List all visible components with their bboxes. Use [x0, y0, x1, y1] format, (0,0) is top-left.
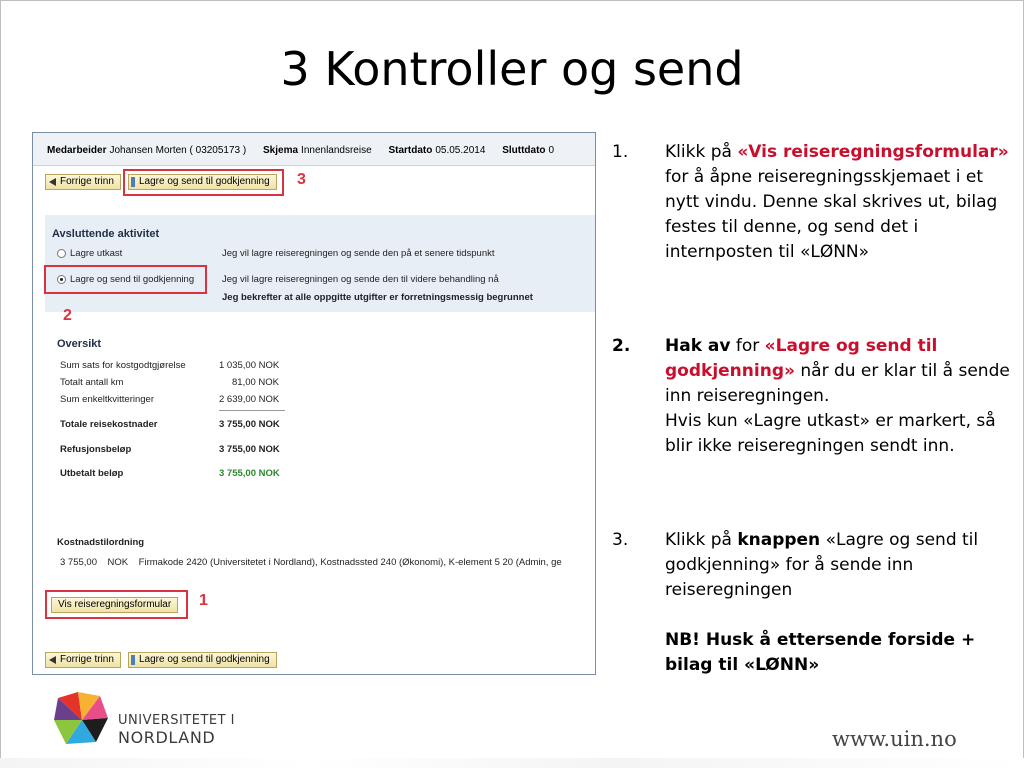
university-logo-text: [118, 712, 235, 746]
logo-line-1: UNIVERSITETET I: [118, 713, 236, 728]
callout-box-2: [44, 265, 207, 294]
overview-heading: Oversikt: [57, 338, 102, 350]
overview-row-value: 1 035,00 NOK: [219, 360, 280, 371]
startdato-label: Startdato: [388, 145, 433, 156]
vis-form-button[interactable]: Vis reiseregningsformular: [51, 597, 178, 613]
callout-box-1: [45, 590, 188, 619]
header-bar: [33, 133, 595, 166]
embedded-screenshot: [32, 132, 596, 675]
send-description: Jeg vil lagre reiseregningen og sende den til videre behandling nå: [222, 274, 499, 285]
save-send-button-top[interactable]: Lagre og send til godkjenning: [128, 174, 277, 190]
step-1-highlight: «Vis reiseregningsformular»: [737, 142, 1009, 162]
slide-title: 3 Kontroller og send: [280, 42, 744, 96]
step-1-post: for å åpne reiseregningsskjemaet i et nytt vindu. Denne skal skrives ut, bilag festes til denne, og send det i internposten til «LØNN»: [665, 167, 998, 262]
footer-strip: [0, 758, 1024, 768]
send-label: Lagre og send til godkjenning: [70, 274, 195, 285]
callout-number-1: 1: [199, 592, 208, 609]
save-send-button-bottom[interactable]: Lagre og send til godkjenning: [128, 652, 277, 668]
website-url: www.uin.no: [832, 727, 957, 751]
callout-number-3: 3: [297, 171, 306, 188]
refund-label: Refusjonsbeløp: [60, 444, 132, 455]
university-logo-icon: [52, 690, 112, 750]
step-2-line2: Hvis kun «Lagre utkast» er markert, så blir ikke reiseregningen sendt inn.: [665, 411, 996, 456]
step-1-text: [665, 140, 1017, 265]
draft-label: Lagre utkast: [70, 248, 123, 259]
step-3-note: NB! Husk å ettersende forside + bilag til «LØNN»: [665, 630, 976, 675]
step-2-highlight: «Lagre og send til godkjenning»: [665, 336, 938, 381]
overview-row-value: 2 639,00 NOK: [219, 394, 280, 405]
cost-allocation-heading: Kostnadstilordning: [57, 537, 145, 548]
startdato-value: 05.05.2014: [435, 145, 486, 156]
prev-step-button-bottom[interactable]: Forrige trinn: [45, 652, 121, 668]
step-3-bold: knappen: [737, 530, 821, 550]
overview-row-value: 81,00 NOK: [232, 377, 279, 388]
confirm-text: Jeg bekrefter at alle oppgitte utgifter er forretningsmessig begrunnet: [222, 292, 533, 303]
draft-radio[interactable]: [57, 249, 66, 258]
step-2-mid: for: [730, 336, 765, 356]
overview-row-label: Sum enkeltkvitteringer: [60, 394, 154, 405]
step-1-number: 1.: [612, 142, 629, 162]
paid-label: Utbetalt beløp: [60, 468, 124, 479]
callout-box-3: [123, 169, 284, 196]
skjema-value: Innenlandsreise: [301, 145, 372, 156]
total-label: Totale reisekostnader: [60, 419, 158, 430]
paid-value: 3 755,00 NOK: [219, 468, 280, 479]
step-2-post: når du er klar til å sende inn reiseregningen.: [665, 361, 1010, 406]
sluttdato-value: 0: [548, 145, 555, 156]
step-1-pre: Klikk på: [665, 142, 738, 162]
step-3-post: «Lagre og send til godkjenning» for å sende inn reiseregningen: [665, 530, 979, 600]
total-value: 3 755,00 NOK: [219, 419, 280, 430]
step-2-bold: Hak av: [665, 336, 731, 356]
step-3-pre: Klikk på: [665, 530, 738, 550]
prev-step-button-top[interactable]: Forrige trinn: [45, 174, 121, 190]
final-activity-heading: Avsluttende aktivitet: [52, 228, 160, 240]
overview-row-label: Sum sats for kostgodtgjørelse: [60, 360, 186, 371]
cost-allocation-line: 3 755,00 NOK Firmakode 2420 (Universitetet i Nordland), Kostnadssted 240 (Økonomi), K-element 5 20 (Admin, ge: [60, 557, 562, 568]
step-3-text: [665, 528, 1017, 678]
sum-divider: [219, 410, 285, 411]
logo-line-2: NORDLAND: [118, 728, 216, 747]
sluttdato-label: Sluttdato: [502, 145, 546, 156]
step-2-text: [665, 334, 1017, 459]
skjema-label: Skjema: [263, 145, 299, 156]
step-3-number: 3.: [612, 530, 629, 550]
callout-number-2: 2: [63, 307, 72, 324]
medarbeider-label: Medarbeider: [47, 145, 107, 156]
refund-value: 3 755,00 NOK: [219, 444, 280, 455]
draft-description: Jeg vil lagre reiseregningen og sende den på et senere tidspunkt: [222, 248, 495, 259]
overview-row-label: Totalt antall km: [60, 377, 124, 388]
medarbeider-value: Johansen Morten ( 03205173 ): [109, 145, 247, 156]
step-2-number: 2.: [612, 336, 631, 356]
